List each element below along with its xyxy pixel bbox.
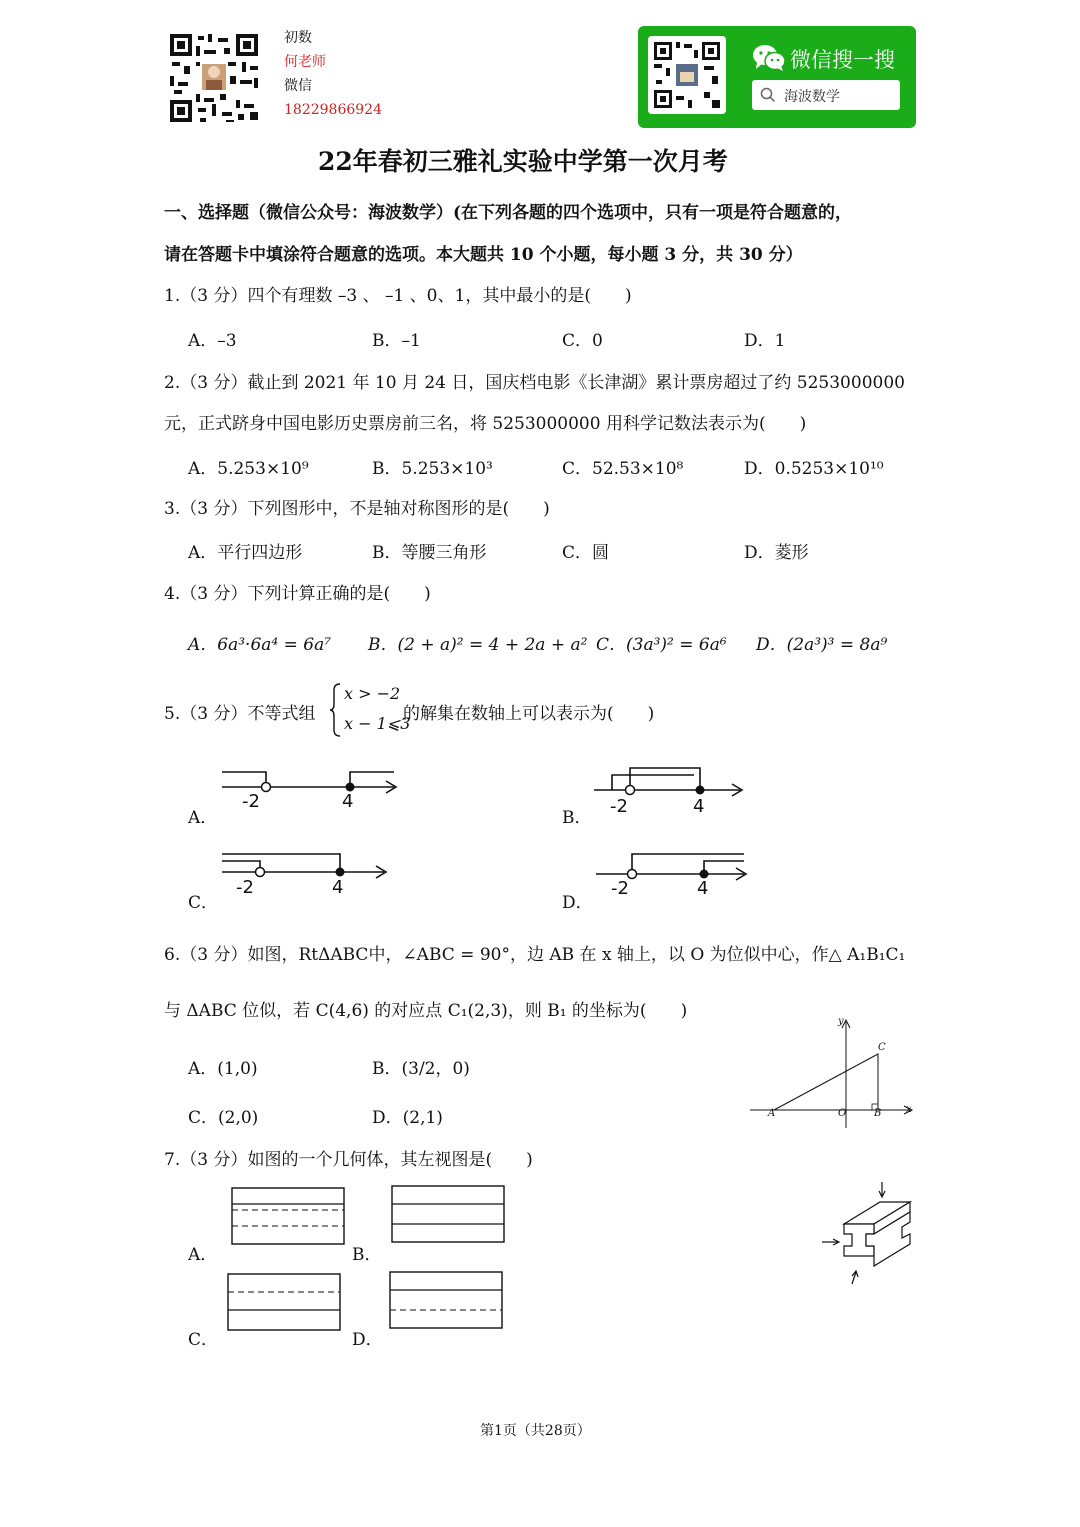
q7-label-c: C． <box>188 1330 219 1350</box>
q6-option-c: C．(2,0) <box>188 1108 259 1128</box>
search-icon <box>760 87 776 103</box>
q6-fig-label-y: y <box>838 1016 844 1027</box>
q5-label-b: B． <box>562 808 592 828</box>
q5-a-tick-right: 4 <box>342 791 354 812</box>
q5-c-tick-right: 4 <box>332 877 344 898</box>
q2-option-a: A．5.253×10⁹ <box>188 459 309 479</box>
q6-option-b: B．(3/2，0) <box>372 1059 470 1079</box>
q1-option-c: C．0 <box>562 331 603 351</box>
wechat-search-text: 海波数学 <box>784 89 840 105</box>
q7-view-b <box>390 1184 506 1244</box>
q5-brace-icon <box>330 682 342 738</box>
q6-option-a: A．(1,0) <box>188 1059 258 1079</box>
q5-a-tick-left: -2 <box>242 791 260 812</box>
q6-fig-label-x: x <box>906 1104 912 1115</box>
contact-line-3: 微信 <box>284 78 312 94</box>
q3-option-d: D．菱形 <box>744 543 809 563</box>
q2-stem-line2: 元，正式跻身中国电影历史票房前三名，将 5253000000 用科学记数法表示为( ) <box>164 414 807 434</box>
q3-stem: 3.（3 分）下列图形中，不是轴对称图形的是( ) <box>164 499 550 519</box>
q3-option-b: B．等腰三角形 <box>372 543 487 563</box>
page-number: 第1页（共28页） <box>480 1423 591 1439</box>
q5-d-tick-right: 4 <box>697 878 709 899</box>
q4-option-a: A．6a³·6a⁴ = 6a⁷ <box>188 635 332 655</box>
section-heading-line2: 请在答题卡中填涂符合题意的选项。本大题共 10 个小题，每小题 3 分，共 30 分） <box>164 245 803 265</box>
contact-teacher-name: 何老师 <box>284 54 326 70</box>
q1-option-a: A．–3 <box>188 331 237 351</box>
q1-stem: 1.（3 分）四个有理数 –3 、 –1 、0、1，其中最小的是( ) <box>164 286 632 306</box>
q2-option-d: D．0.5253×10¹⁰ <box>744 459 884 479</box>
q7-view-c <box>226 1272 342 1332</box>
q6-fig-label-a: A <box>768 1108 776 1119</box>
q7-label-d: D． <box>352 1330 383 1350</box>
q1-option-d: D．1 <box>744 331 786 351</box>
q5-label-a: A． <box>188 808 218 828</box>
q4-stem: 4.（3 分）下列计算正确的是( ) <box>164 584 431 604</box>
q3-option-c: C．圆 <box>562 543 610 563</box>
contact-phone: 18229866924 <box>284 102 382 118</box>
q5-b-tick-left: -2 <box>610 796 628 817</box>
q5-stem-post: 的解集在数轴上可以表示为( ) <box>403 704 655 724</box>
section-heading-line1: 一、选择题（微信公众号：海波数学）(在下列各题的四个选项中，只有一项是符合题意的， <box>164 203 853 223</box>
q6-stem-line1: 6.（3 分）如图，RtΔABC中，∠ABC = 90°，边 AB 在 x 轴上，以 O 为位似中心，作△ A₁B₁C₁ <box>164 945 906 965</box>
q7-stem: 7.（3 分）如图的一个几何体，其左视图是( ) <box>164 1150 533 1170</box>
q4-option-b: B．(2 + a)² = 4 + 2a + a² <box>368 635 588 655</box>
q6-fig-label-c: C <box>878 1042 886 1053</box>
qr-code-right <box>648 36 726 114</box>
q3-option-a: A．平行四边形 <box>188 543 303 563</box>
exam-title: 22年春初三雅礼实验中学第一次月考 <box>318 147 728 176</box>
q6-fig-label-o: O <box>838 1108 847 1119</box>
q6-fig-label-b: B <box>874 1108 882 1119</box>
q5-label-d: D． <box>562 893 593 913</box>
q7-label-b: B． <box>352 1245 382 1265</box>
q2-stem-line1: 2.（3 分）截止到 2021 年 10 月 24 日，国庆档电影《长津湖》累计票房超过了约 5253000000 <box>164 373 905 393</box>
q5-system-bottom: x − 1⩽3 <box>344 714 411 733</box>
q5-label-c: C． <box>188 893 219 913</box>
q7-view-a <box>230 1186 346 1246</box>
q4-option-d: D．(2a³)³ = 8a⁹ <box>756 635 888 655</box>
q5-c-tick-left: -2 <box>236 877 254 898</box>
wechat-logo-icon <box>752 44 786 72</box>
contact-line-1: 初数 <box>284 30 312 46</box>
q6-option-d: D．(2,1) <box>372 1108 443 1128</box>
q2-option-b: B．5.253×10³ <box>372 459 493 479</box>
q2-option-c: C．52.53×10⁸ <box>562 459 684 479</box>
q7-view-d <box>388 1270 504 1330</box>
q1-option-b: B．–1 <box>372 331 421 351</box>
q6-stem-line2: 与 ΔABC 位似，若 C(4,6) 的对应点 C₁(2,3)，则 B₁ 的坐标为( ) <box>164 1001 688 1021</box>
q5-d-tick-left: -2 <box>611 878 629 899</box>
wechat-banner-title: 微信搜一搜 <box>790 48 895 72</box>
qr-code-left <box>168 32 260 124</box>
q5-stem-pre: 5.（3 分）不等式组 <box>164 704 316 724</box>
q7-solid-figure <box>818 1180 918 1288</box>
q4-option-c: C．(3a³)² = 6a⁶ <box>596 635 727 655</box>
q5-system-top: x > −2 <box>344 684 401 703</box>
q5-b-tick-right: 4 <box>693 796 705 817</box>
q7-label-a: A． <box>188 1245 218 1265</box>
